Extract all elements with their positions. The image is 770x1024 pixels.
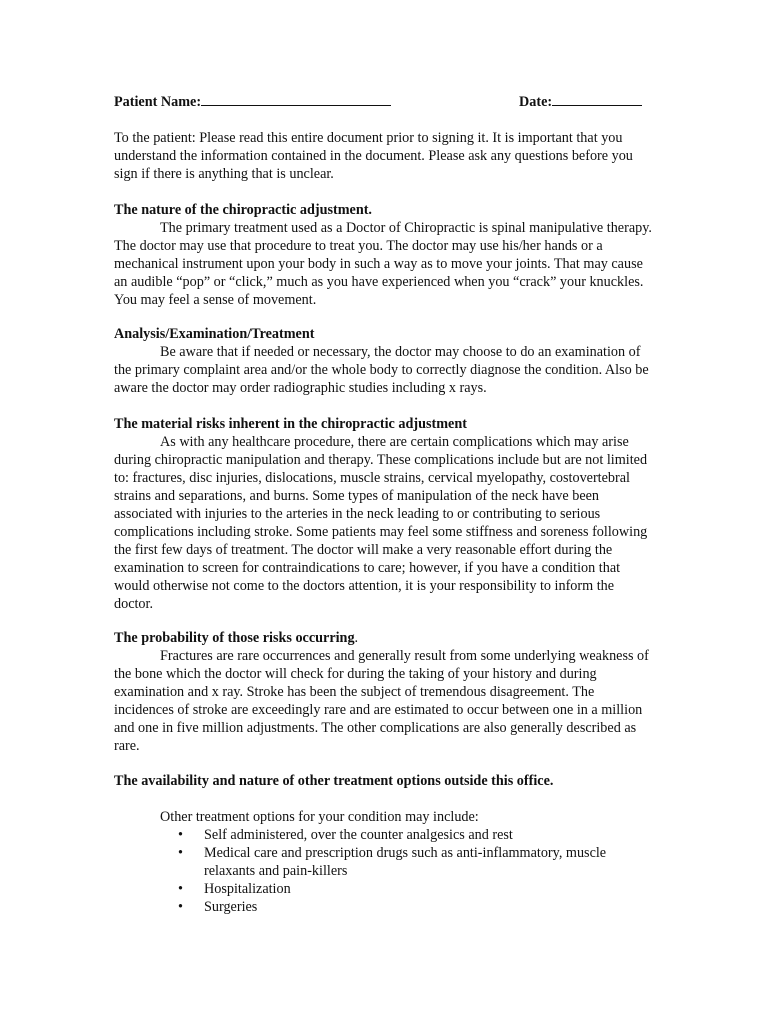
intro-paragraph: To the patient: Please read this entire document prior to signing it. It is important that you understand the information contained in the document. Please ask any questions before you sign if there is anything that is unclear.	[114, 130, 633, 182]
heading-suffix: .	[354, 630, 359, 646]
section-body: Fractures are rare occurrences and generally result from some underlying weakness of the bone which the doctor will check for during the taking of your history and during examination and x ray. Stroke has been the subject of tremendous disagreement. The incidences of stroke are exceedingly rare and are estimated to occur between one in a million and one in five million adjustments. The other complications are also generally described as rare.	[114, 648, 649, 754]
options-list	[114, 826, 654, 916]
list-item: • Hospitalization	[178, 881, 291, 897]
bullet-icon: •	[178, 845, 183, 861]
options-intro: Other treatment options for your condition may include:	[160, 809, 479, 825]
section-heading-line	[114, 629, 654, 647]
patient-name-label: Patient Name:	[114, 94, 202, 110]
form-header	[114, 92, 654, 112]
section-body: The primary treatment used as a Doctor of Chiropractic is spinal manipulative therapy. The doctor may use that procedure to treat you. The doctor may use his/her hands or a mechanical instrument upon your body in such a way as to move your joints. That may cause an audible “pop” or “click,” much as you have experienced when you “crack” your knuckles. You may feel a sense of movement.	[114, 220, 652, 308]
section-heading: The material risks inherent in the chiropractic adjustment	[114, 416, 467, 432]
section-material-risks	[114, 415, 654, 613]
section-heading: The nature of the chiropractic adjustment.	[114, 202, 372, 218]
bullet-icon: •	[178, 899, 183, 915]
section-heading: Analysis/Examination/Treatment	[114, 326, 315, 342]
section-nature	[114, 201, 654, 309]
date-label: Date:	[519, 94, 553, 110]
list-item: • Medical care and prescription drugs such as anti-inflammatory, muscle relaxants and pain-killers	[178, 845, 607, 879]
patient-name-field[interactable]	[114, 92, 391, 111]
bullet-icon: •	[178, 881, 183, 897]
section-probability	[114, 629, 654, 755]
section-body: As with any healthcare procedure, there are certain complications which may arise during chiropractic manipulation and therapy. These complications include but are not limited to: fractures, disc injuries, dislocations, muscle strains, cervical myelopathy, costovertebral strains and separations, and burns. Some types of manipulation of the neck have been associated with injuries to the arteries in the neck leading to or contributing to serious complications including stroke. Some patients may feel some stiffness and soreness following the first few days of treatment. The doctor will make a very reasonable effort during the examination to screen for contraindications to care; however, if you have a condition that would otherwise not come to the doctors attention, it is your responsibility to inform the doctor.	[114, 434, 648, 612]
patient-name-blank[interactable]	[201, 92, 391, 106]
section-heading: The probability of those risks occurring	[114, 630, 355, 646]
section-treatment-options	[114, 772, 654, 916]
list-item: • Self administered, over the counter analgesics and rest	[178, 827, 513, 843]
section-body: Be aware that if needed or necessary, the doctor may choose to do an examination of the primary complaint area and/or the whole body to correctly diagnose the condition. Also be aware the doctor may order radiographic studies including x rays.	[114, 344, 649, 396]
list-item: • Surgeries	[178, 899, 258, 915]
bullet-icon: •	[178, 827, 183, 843]
date-blank[interactable]	[552, 92, 642, 106]
section-analysis	[114, 325, 654, 397]
section-heading: The availability and nature of other treatment options outside this office.	[114, 773, 554, 789]
date-field[interactable]	[519, 92, 642, 111]
